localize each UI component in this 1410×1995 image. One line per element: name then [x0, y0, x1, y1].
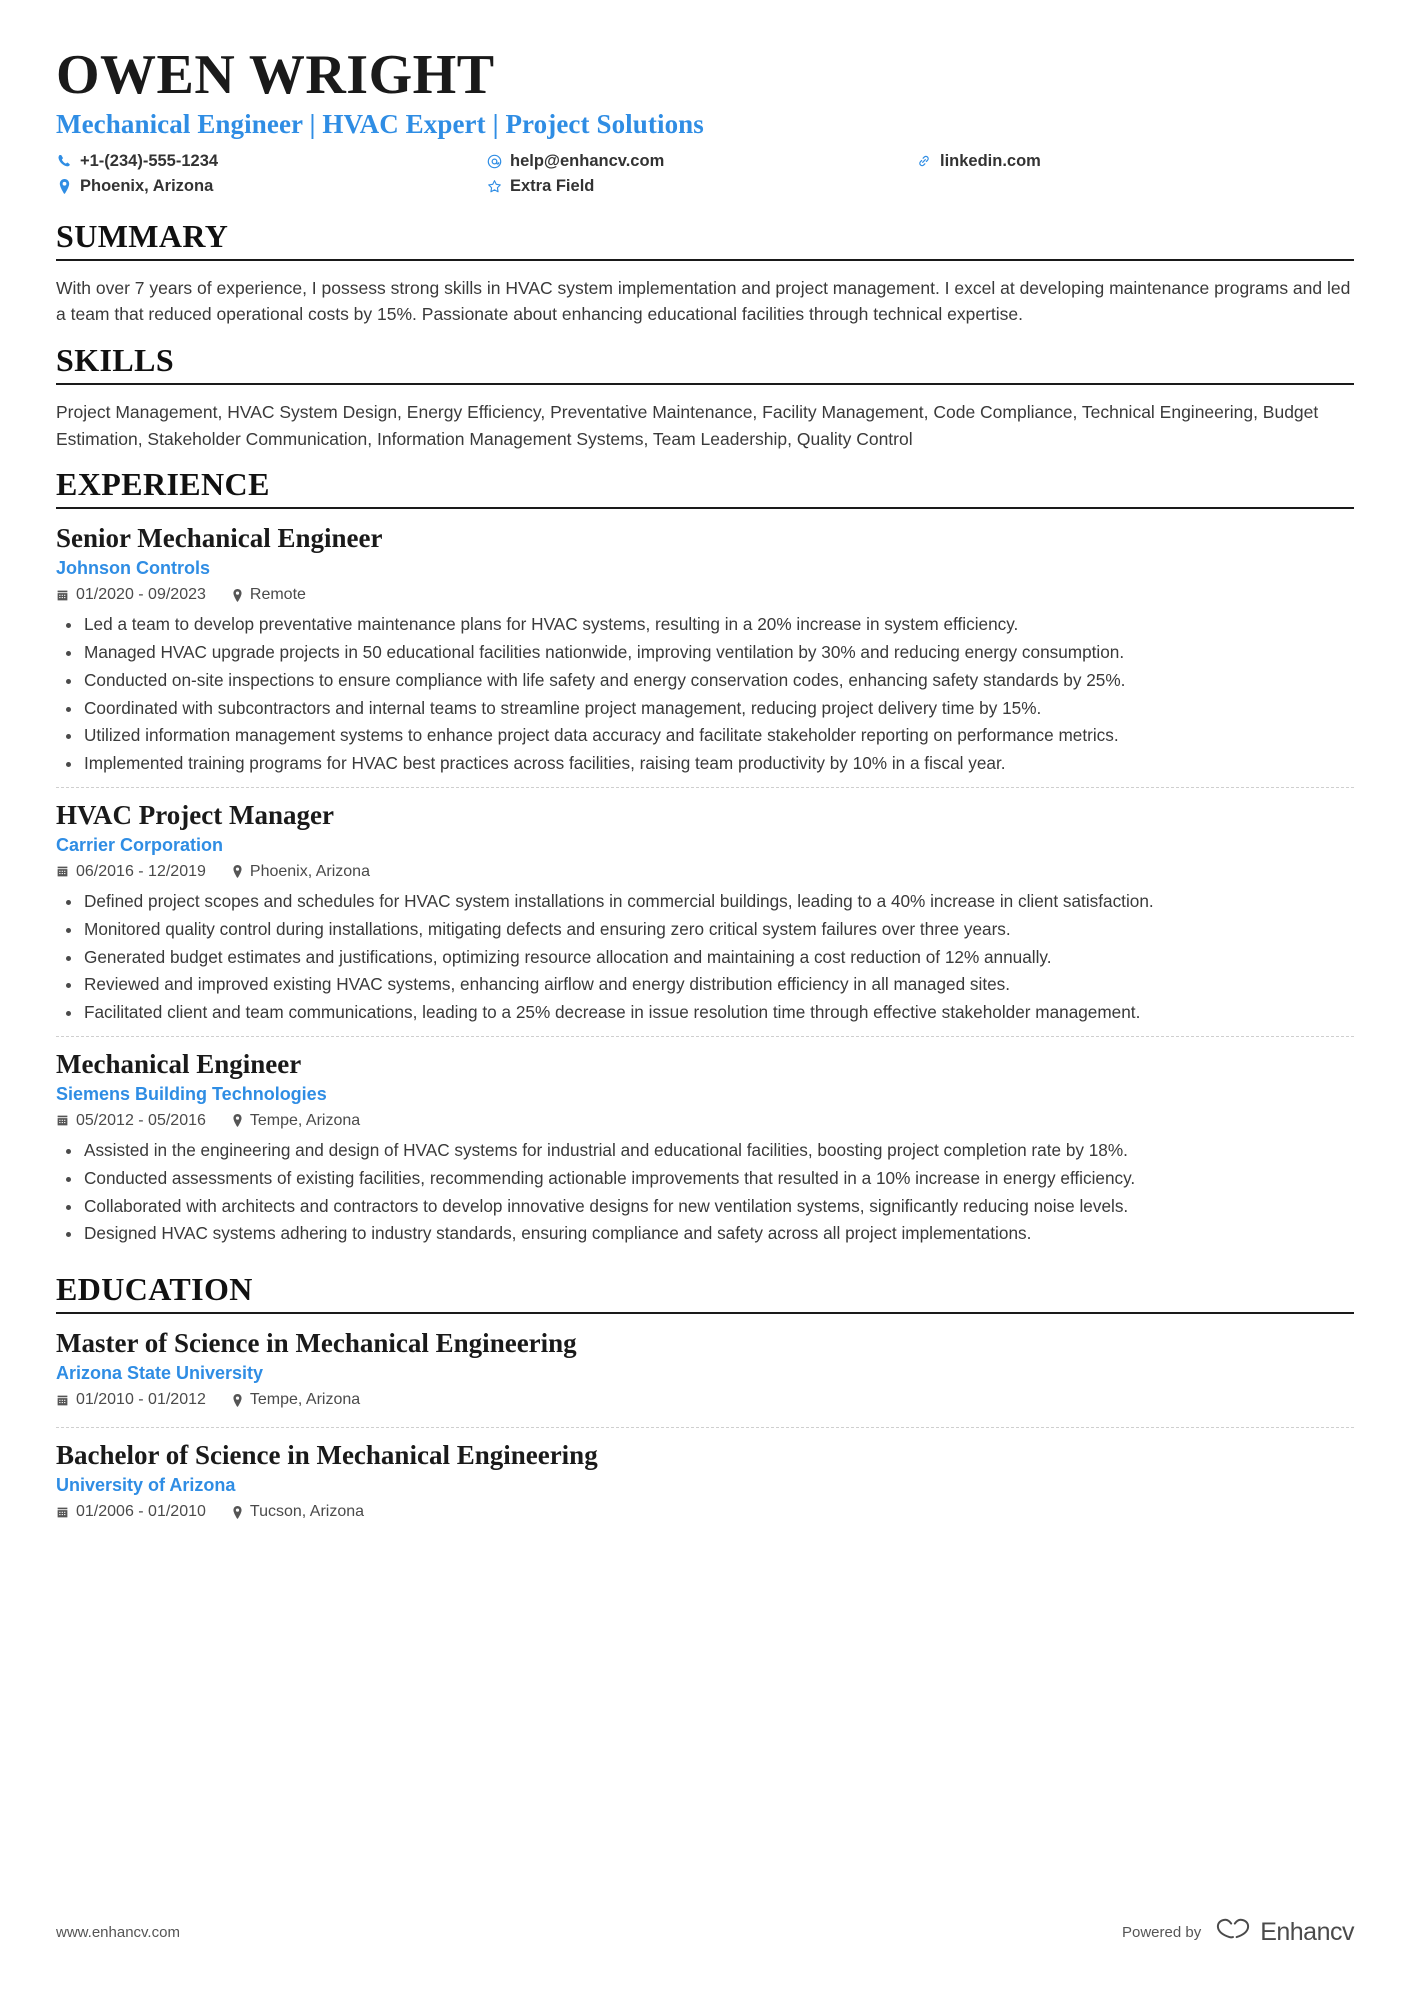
location-icon [56, 179, 72, 194]
bullet: Conducted assessments of existing facilities, recommending actionable improvements that resulted in a 10% increase in energy efficiency. [80, 1166, 1354, 1192]
calendar-icon [56, 589, 69, 602]
bullet: Collaborated with architects and contractors to develop innovative designs for new ventilation systems, significantly reducing noise levels. [80, 1194, 1354, 1220]
bullet: Defined project scopes and schedules for HVAC system installations in commercial buildings, leading to a 40% increase in client satisfaction. [80, 889, 1354, 915]
education-location [232, 1391, 360, 1409]
contact-email[interactable] [486, 152, 916, 171]
bullet: Managed HVAC upgrade projects in 50 educational facilities nationwide, improving ventilation by 30% and reducing energy consumption. [80, 640, 1354, 666]
experience-bullets [56, 889, 1354, 1026]
experience-meta [56, 586, 1354, 604]
education-location-text: Tempe, Arizona [249, 1391, 361, 1409]
skills-title: SKILLS [56, 341, 175, 378]
education-location-text: Tucson, Arizona [249, 1503, 365, 1521]
page-footer [56, 1916, 1354, 1949]
location-icon [232, 1394, 243, 1407]
experience-location [232, 863, 370, 881]
experience-entry [56, 1036, 1354, 1257]
location-icon [232, 1506, 243, 1519]
contact-extra-field [486, 177, 916, 196]
education-dates-text: 01/2010 - 01/2012 [76, 1391, 206, 1409]
experience-company: Siemens Building Technologies [56, 1083, 327, 1104]
education-meta [56, 1391, 1354, 1409]
section-summary [56, 218, 1354, 328]
calendar-icon [56, 865, 69, 878]
summary-divider [56, 259, 1354, 261]
email-icon [486, 154, 502, 169]
bullet: Assisted in the engineering and design of HVAC systems for industrial and educational facilities, boosting project completion rate by 18%. [80, 1138, 1354, 1164]
experience-entry [56, 787, 1354, 1036]
enhancv-wordmark: Enhancv [1260, 1918, 1354, 1946]
education-title: EDUCATION [56, 1271, 253, 1308]
experience-company: Carrier Corporation [56, 834, 224, 855]
bullet: Monitored quality control during installations, mitigating defects and ensuring zero critical system failures over three years. [80, 917, 1354, 943]
education-dates [56, 1391, 206, 1409]
contact-link[interactable] [916, 152, 1354, 171]
enhancv-mark-icon [1215, 1916, 1251, 1949]
education-dates [56, 1503, 206, 1521]
experience-location [232, 586, 306, 604]
bullet: Reviewed and improved existing HVAC systems, enhancing airflow and energy distribution efficiency in all managed sites. [80, 972, 1354, 998]
experience-role: Mechanical Engineer [56, 1048, 302, 1079]
phone-icon [56, 154, 72, 168]
education-divider [56, 1312, 1354, 1314]
experience-location-text: Tempe, Arizona [249, 1111, 361, 1129]
enhancv-logo [1215, 1916, 1354, 1949]
bullet: Designed HVAC systems adhering to industry standards, ensuring compliance and safety across all project implementations. [80, 1221, 1354, 1247]
calendar-icon [56, 1394, 69, 1407]
section-skills [56, 342, 1354, 452]
section-education [56, 1271, 1354, 1539]
experience-location [232, 1112, 360, 1130]
experience-company: Johnson Controls [56, 558, 210, 579]
experience-dates [56, 863, 206, 881]
experience-dates-text: 06/2016 - 12/2019 [76, 862, 206, 880]
experience-dates [56, 1112, 206, 1130]
calendar-icon [56, 1506, 69, 1519]
bullet: Conducted on-site inspections to ensure compliance with life safety and energy conservation codes, enhancing safety standards by 25%. [80, 668, 1354, 694]
experience-location-text: Remote [249, 586, 306, 604]
education-entry [56, 1427, 1354, 1539]
experience-dates-text: 05/2012 - 05/2016 [76, 1111, 206, 1129]
education-degree: Master of Science in Mechanical Engineering [56, 1328, 577, 1359]
summary-text: With over 7 years of experience, I possess strong skills in HVAC system implementation and project management. I excel at developing maintenance programs and led a team that reduced operational costs by 15%. Passionate about enhancing educational facilities through technical expertise. [56, 277, 1351, 325]
education-degree: Bachelor of Science in Mechanical Engineering [56, 1440, 598, 1471]
experience-location-text: Phoenix, Arizona [249, 862, 370, 880]
star-icon [486, 179, 502, 194]
education-location [232, 1503, 364, 1521]
experience-role: HVAC Project Manager [56, 799, 334, 830]
skills-divider [56, 383, 1354, 385]
experience-bullets [56, 1138, 1354, 1247]
contact-email-text: help@enhancv.com [510, 151, 665, 170]
experience-title: EXPERIENCE [56, 466, 270, 503]
summary-title: SUMMARY [56, 217, 229, 254]
powered-by-label: Powered by [1121, 1924, 1202, 1941]
location-icon [232, 1114, 243, 1127]
link-icon [916, 154, 932, 168]
contact-phone-text: +1-(234)-555-1234 [80, 151, 219, 170]
experience-dates [56, 586, 206, 604]
bullet: Generated budget estimates and justifications, optimizing resource allocation and maintaining a cost reduction of 12% annually. [80, 945, 1354, 971]
education-meta [56, 1503, 1354, 1521]
candidate-headline: Mechanical Engineer | HVAC Expert | Project Solutions [56, 108, 704, 139]
location-icon [232, 865, 243, 878]
bullet: Implemented training programs for HVAC best practices across facilities, raising team productivity by 10% in a fiscal year. [80, 751, 1354, 777]
contact-location [56, 177, 486, 196]
bullet: Facilitated client and team communications, leading to a 25% decrease in issue resolution time through effective stakeholder management. [80, 1000, 1354, 1026]
experience-entry [56, 523, 1354, 787]
education-school: University of Arizona [56, 1475, 236, 1496]
section-experience [56, 466, 1354, 1257]
calendar-icon [56, 1114, 69, 1127]
location-icon [232, 589, 243, 602]
bullet: Utilized information management systems to enhance project data accuracy and facilitate stakeholder reporting on performance metrics. [80, 723, 1354, 749]
candidate-name: OWEN WRIGHT [56, 44, 495, 106]
experience-dates-text: 01/2020 - 09/2023 [76, 586, 206, 604]
education-dates-text: 01/2006 - 01/2010 [76, 1503, 206, 1521]
bullet: Led a team to develop preventative maintenance plans for HVAC systems, resulting in a 20% increase in system efficiency. [80, 612, 1354, 638]
education-entry [56, 1328, 1354, 1427]
contact-location-text: Phoenix, Arizona [80, 176, 214, 195]
experience-meta [56, 1112, 1354, 1130]
contact-link-text: linkedin.com [940, 151, 1041, 170]
experience-divider [56, 507, 1354, 509]
experience-meta [56, 863, 1354, 881]
education-school: Arizona State University [56, 1363, 264, 1384]
contact-phone[interactable] [56, 152, 486, 171]
footer-website[interactable]: www.enhancv.com [56, 1924, 180, 1941]
experience-role: Senior Mechanical Engineer [56, 523, 383, 554]
skills-text: Project Management, HVAC System Design, Energy Efficiency, Preventative Maintenance, Facility Management, Code Compliance, Technical Engineering, Budget Estimation, Stakeholder Communication, Information Management Systems, Team Leadership, Quality Control [56, 401, 1319, 449]
contact-info [56, 152, 1354, 196]
resume-header [56, 46, 1354, 196]
footer-branding [1122, 1916, 1354, 1949]
experience-bullets [56, 612, 1354, 777]
bullet: Coordinated with subcontractors and internal teams to streamline project management, reducing project delivery time by 15%. [80, 696, 1354, 722]
contact-extra-field-text: Extra Field [510, 176, 595, 195]
